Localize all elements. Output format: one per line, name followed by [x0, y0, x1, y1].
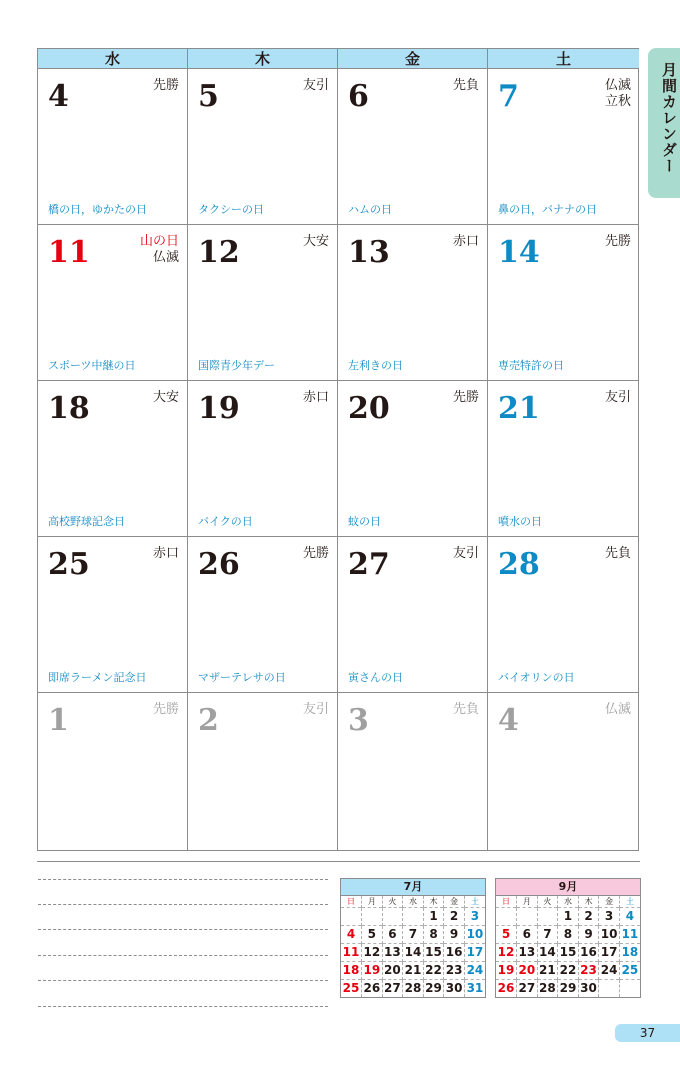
observance-label: 左利きの日: [348, 359, 403, 372]
rokuyo-label: 仏滅 立秋: [604, 78, 631, 109]
day-cell[interactable]: [338, 381, 488, 537]
mini-day: 2: [444, 908, 465, 926]
mini-day: 15: [558, 944, 579, 962]
mini-weekday: 水: [403, 896, 424, 908]
memo-line: [38, 929, 328, 930]
mini-day: 22: [558, 962, 579, 980]
mini-weekday: 月: [362, 896, 383, 908]
day-number: 1: [48, 703, 69, 738]
rokuyo-label: 仏滅: [604, 702, 631, 717]
day-cell[interactable]: [38, 537, 188, 693]
mini-day: 6: [382, 926, 403, 944]
mini-day: 19: [496, 962, 517, 980]
memo-line: [38, 904, 328, 905]
mini-day: 16: [444, 944, 465, 962]
mini-day: 17: [599, 944, 620, 962]
mini-day: 15: [423, 944, 444, 962]
weekday-header: 金: [338, 49, 488, 69]
mini-day: 4: [341, 926, 362, 944]
mini-day: 20: [517, 962, 538, 980]
mini-day: 17: [464, 944, 485, 962]
day-number: 3: [348, 703, 369, 738]
rokuyo-label: 先勝: [152, 78, 179, 93]
day-number: 19: [198, 391, 240, 426]
mini-weekday: 金: [444, 896, 465, 908]
mini-day: [537, 908, 558, 926]
mini-day: 9: [444, 926, 465, 944]
mini-day: 11: [619, 926, 640, 944]
mini-day: [382, 908, 403, 926]
rokuyo-label: 友引: [452, 546, 479, 561]
mini-calendar-july: [340, 878, 486, 998]
observance-label: バイクの日: [198, 515, 253, 528]
day-number: 2: [198, 703, 219, 738]
mini-day: 21: [537, 962, 558, 980]
side-tab-label: 月間カレンダー: [660, 62, 678, 174]
rokuyo-label: 先勝: [152, 702, 179, 717]
mini-day: 11: [341, 944, 362, 962]
day-cell[interactable]: [488, 381, 639, 537]
mini-day: 18: [341, 962, 362, 980]
mini-day: 27: [518, 981, 536, 995]
mini-day: 1: [558, 908, 579, 926]
mini-day: 19: [362, 962, 383, 980]
mini-day: [341, 908, 362, 926]
mini-day: 1: [423, 908, 444, 926]
rokuyo-label: 先負: [452, 702, 479, 717]
rokuyo-label: 赤口: [302, 390, 329, 405]
rokuyo-label: 先勝: [302, 546, 329, 561]
rokuyo-label: 大安: [152, 390, 179, 405]
page-number: 37: [615, 1024, 680, 1042]
mini-weekday: 金: [599, 896, 620, 908]
mini-day: 22: [423, 962, 444, 980]
mini-day: 31: [464, 980, 485, 998]
mini-day: 10: [464, 926, 485, 944]
divider-line: [37, 861, 640, 862]
day-cell[interactable]: [38, 381, 188, 537]
memo-line: [38, 955, 328, 956]
mini-weekday: 月: [517, 896, 538, 908]
holiday-label: 山の日: [139, 234, 179, 249]
mini-day: 30: [445, 981, 463, 995]
mini-day: [362, 908, 383, 926]
mini-weekday: 水: [558, 896, 579, 908]
rokuyo-label: 赤口: [452, 234, 479, 249]
mini-weekday: 日: [347, 897, 356, 906]
day-cell[interactable]: [338, 225, 488, 381]
mini-day: 12: [362, 944, 383, 962]
mini-weekday: 土: [619, 896, 640, 908]
mini-day: 25: [619, 962, 640, 980]
mini-day: 7: [537, 926, 558, 944]
day-number: 26: [198, 547, 240, 582]
memo-line: [38, 980, 328, 981]
mini-day: 3: [599, 908, 620, 926]
day-number: 4: [48, 79, 69, 114]
rokuyo-label: 友引: [302, 78, 329, 93]
mini-day: [496, 908, 517, 926]
observance-label: タクシーの日: [198, 203, 264, 216]
day-cell[interactable]: [488, 537, 639, 693]
observance-label: 高校野球記念日: [48, 515, 125, 528]
day-number: 5: [198, 79, 219, 114]
weekday-header: 水: [38, 49, 188, 69]
day-cell[interactable]: [188, 381, 338, 537]
rokuyo-label: 先勝: [452, 390, 479, 405]
day-number: 27: [348, 547, 390, 582]
rokuyo-label: 友引: [604, 390, 631, 405]
rokuyo-label: 仏滅: [152, 250, 179, 265]
day-number: 12: [198, 235, 240, 270]
day-cell[interactable]: [38, 225, 188, 381]
day-number: 14: [498, 235, 540, 270]
mini-weekday: 土: [464, 896, 485, 908]
mini-day: 5: [362, 926, 383, 944]
mini-day: 21: [403, 962, 424, 980]
day-number: 20: [348, 391, 390, 426]
mini-weekday: 木: [578, 896, 599, 908]
observance-label: 噴水の日: [498, 515, 542, 528]
mini-day: 8: [423, 926, 444, 944]
mini-day: 27: [384, 981, 401, 995]
day-cell[interactable]: [188, 537, 338, 693]
observance-label: 鼻の日，バナナの日: [498, 203, 597, 216]
mini-day: 26: [363, 981, 381, 995]
day-cell[interactable]: [338, 693, 488, 850]
weekday-header: 木: [188, 49, 338, 69]
rokuyo-label: 赤口: [152, 546, 179, 561]
mini-day: 29: [425, 981, 442, 995]
mini-day: 14: [403, 944, 424, 962]
rokuyo-label: 先負: [452, 78, 479, 93]
mini-day: [599, 980, 620, 998]
mini-day: 6: [517, 926, 538, 944]
observance-label: 寅さんの日: [348, 671, 403, 684]
mini-day: 16: [578, 944, 599, 962]
mini-day: 18: [619, 944, 640, 962]
mini-day: 12: [496, 944, 517, 962]
weekday-header: 土: [488, 49, 639, 69]
rokuyo-label: 友引: [302, 702, 329, 717]
mini-day: [619, 980, 640, 998]
side-tab[interactable]: [648, 48, 680, 198]
mini-day: 14: [537, 944, 558, 962]
day-number: 11: [48, 235, 90, 270]
observance-label: スポーツ中継の日: [48, 359, 136, 372]
observance-label: ハムの日: [348, 203, 392, 216]
mini-day: 4: [619, 908, 640, 926]
observance-label: バイオリンの日: [498, 671, 575, 684]
mini-calendar-title: 7月: [341, 879, 485, 896]
mini-day: 7: [403, 926, 424, 944]
day-number: 13: [348, 235, 390, 270]
mini-weekday: 日: [502, 897, 511, 906]
monthly-calendar-grid: [37, 48, 639, 851]
day-cell[interactable]: [38, 693, 188, 850]
mini-day: 13: [517, 944, 538, 962]
day-number: 7: [498, 79, 519, 114]
day-cell[interactable]: [488, 225, 639, 381]
mini-calendar-september: [495, 878, 641, 998]
observance-label: 国際青少年デー: [198, 359, 275, 372]
mini-day: 5: [496, 926, 517, 944]
mini-day: 28: [404, 981, 422, 995]
mini-day: 25: [341, 980, 362, 998]
rokuyo-label: 先負: [604, 546, 631, 561]
day-number: 18: [48, 391, 90, 426]
day-cell[interactable]: [488, 69, 639, 225]
day-number: 25: [48, 547, 90, 582]
day-cell[interactable]: [188, 225, 338, 381]
mini-day: 3: [464, 908, 485, 926]
day-number: 21: [498, 391, 540, 426]
mini-weekday: 木: [423, 896, 444, 908]
mini-day: 10: [599, 926, 620, 944]
day-number: 4: [498, 703, 519, 738]
rokuyo-label: 先勝: [604, 234, 631, 249]
observance-label: 専売特許の日: [498, 359, 564, 372]
mini-day: 24: [599, 962, 620, 980]
mini-day: 28: [539, 981, 556, 995]
mini-weekday: 火: [537, 896, 558, 908]
mini-day: 26: [496, 980, 517, 998]
observance-label: 蚊の日: [348, 515, 381, 528]
day-cell[interactable]: [338, 537, 488, 693]
memo-line: [38, 1006, 328, 1007]
day-cell[interactable]: [38, 69, 188, 225]
memo-line: [38, 879, 328, 880]
mini-day: 30: [580, 981, 597, 995]
mini-day: 2: [578, 908, 599, 926]
observance-label: 即席ラーメン記念日: [48, 671, 147, 684]
day-cell[interactable]: [488, 693, 639, 850]
rokuyo-label: 大安: [302, 234, 329, 249]
mini-day: 24: [464, 962, 485, 980]
observance-label: 橋の日，ゆかたの日: [48, 203, 147, 216]
mini-day: [403, 908, 424, 926]
mini-day: 9: [578, 926, 599, 944]
mini-weekday: 火: [382, 896, 403, 908]
observance-label: マザーテレサの日: [198, 671, 286, 684]
mini-day: 13: [382, 944, 403, 962]
day-cell[interactable]: [338, 69, 488, 225]
day-cell[interactable]: [188, 69, 338, 225]
mini-day: 8: [558, 926, 579, 944]
mini-calendar-title: 9月: [496, 879, 640, 896]
day-cell[interactable]: [188, 693, 338, 850]
mini-day: 23: [444, 962, 465, 980]
day-number: 6: [348, 79, 369, 114]
mini-day: 20: [382, 962, 403, 980]
mini-day: [517, 908, 538, 926]
mini-day: 23: [578, 962, 599, 980]
mini-day: 29: [559, 981, 577, 995]
day-number: 28: [498, 547, 540, 582]
